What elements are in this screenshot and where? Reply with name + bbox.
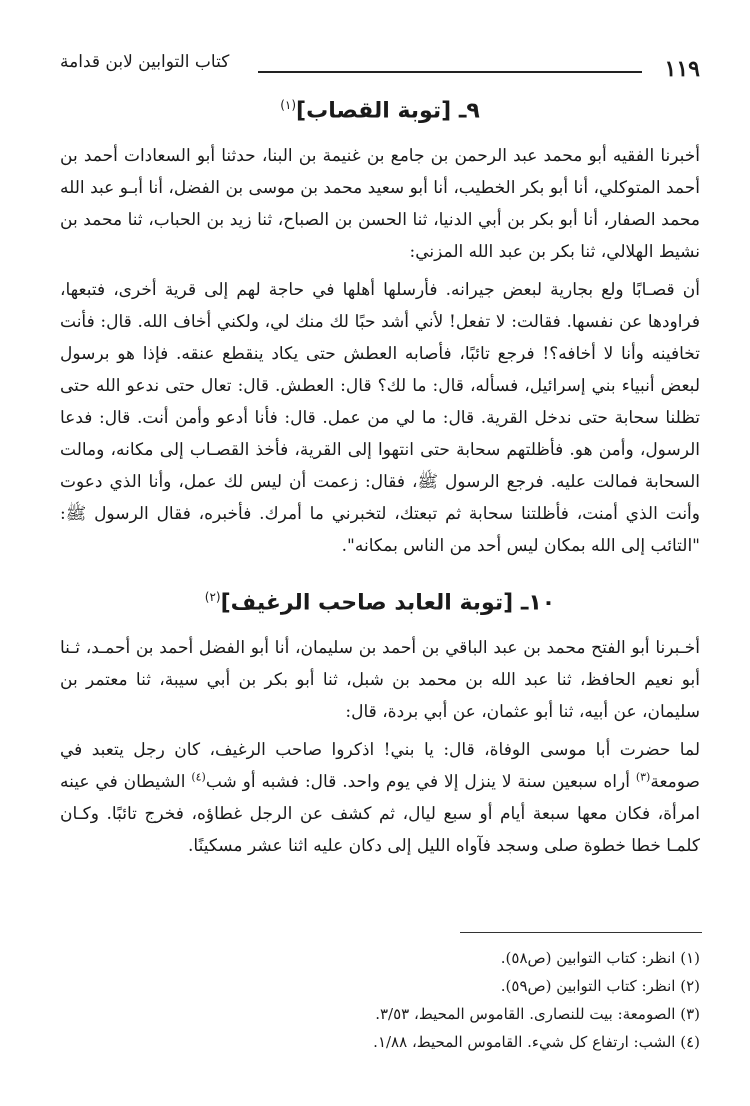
header-rule [258, 71, 642, 73]
footnote-3: (٣) الصومعة: بيت للنصارى. القاموس المحيط، ٣/٥٣. [375, 1005, 700, 1023]
footnote-1: (١) انظر: كتاب التوابين (ص٥٨). [500, 949, 700, 967]
footnote-2: (٢) انظر: كتاب التوابين (ص٥٩). [500, 977, 700, 995]
page-number: ١١٩ [664, 56, 700, 82]
section-9-body [60, 140, 700, 562]
story-text: الشيطان في عينه امرأة، فكان معها سبعة أيام أو سبع ليال، ثم كشف عن الرجل غطاؤه، فخرج تائبًا. وكـان كلمـا خطا خطوة صلى وسجد فآواه الليل إلى دكان عليه اثنا عشر مسكينًا. [60, 772, 700, 856]
section-heading-9-text: ٩ـ [توبة القصاب] [296, 98, 480, 124]
story-paragraph [60, 734, 700, 862]
story-text: لما حضرت أبا موسى الوفاة، قال: يا بني! اذكروا صاحب الرغيف، كان رجل يتعبد في صومعة [60, 740, 700, 792]
footnote-ref-3[interactable]: (٣) [635, 770, 651, 784]
footnote-ref-1[interactable]: (١) [280, 98, 297, 112]
footnote-ref-4[interactable]: (٤) [191, 770, 206, 784]
section-10-body [60, 632, 700, 862]
section-heading-10-text: ١٠ـ [توبة العابد صاحب الرغيف] [220, 590, 556, 616]
footnote-ref-2[interactable]: (٢) [204, 590, 221, 604]
footnote-separator [460, 932, 702, 933]
running-header [60, 52, 700, 82]
story-paragraph: أن قصـابًا ولع بجارية لبعض جيرانه. فأرسلها أهلها في حاجة لهم إلى قرية أخرى، فتبعها، فراودها عن نفسها. فقالت: لا تفعل! لأني أشد حبًا لك منك لي، ولكني أخاف الله. قال: فأنت تخافينه وأنا لا أخافه؟! فرجع تائبًا، فأصابه العطش حتى يكاد ينقطع عنقه. فإذا هو برسول لبعض أنبياء بني إسرائيل، فسأله، قال: ما لك؟ قال: العطش. قال: تعال حتى ندعو الله حتى تظلنا سحابة حتى ندخل القرية. قال: ما لي من عمل. قال: فأنا أدعو وأمن أنت. قال: فدعا الرسول، وأمن هو. فأظلتهم سحابة حتى انتهوا إلى القرية، فأخذ القصـاب إلى مكانه، ومالت السحابة فمالت عليه. فرجع الرسول ﷺ، فقال: زعمت أن ليس لك عمل، وأنا الذي دعوت وأنت الذي أمنت، فأظلتنا سحابة ثم تبعتك، لتخبرني ما أمرك. فأخبره، فقال الرسول ﷺ: "التائب إلى الله بمكان ليس أحد من الناس بمكانه". [60, 280, 700, 556]
section-heading-9 [60, 98, 700, 123]
section-heading-10 [60, 590, 700, 615]
footnotes [60, 944, 700, 1056]
story-text: أراه سبعين سنة لا ينزل إلا في يوم واحد. قال: فشبه أو شب [205, 772, 636, 792]
footnote-4: (٤) الشب: ارتفاع كل شيء. القاموس المحيط، ١/٨٨. [373, 1033, 700, 1051]
isnad-paragraph: أخـبرنا أبو الفتح محمد بن عبد الباقي بن أحمد بن سليمان، أنا أبو الفضل أحمد بن أحمـد، ثـنا أبو نعيم الحافظ، ثنا عبد الله بن محمد بن شبل، ثنا أبو بكر بن أبي سيبة، ثنا معتمر بن سليمان، عن أبيه، ثنا أبو عثمان، عن أبي بردة، قال: [60, 638, 700, 722]
book-title: كتاب التوابين لابن قدامة [60, 52, 230, 72]
isnad-paragraph: أخبرنا الفقيه أبو محمد عبد الرحمن بن جامع بن غنيمة بن البنا، حدثنا أبو السعادات أحمد بن أحمد المتوكلي، أنا أبو بكر الخطيب، أنا أبو سعيد محمد بن موسى بن الفضل، أنا أبـو عبد الله محمد الصفار، أنا أبو بكر بن أبي الدنيا، ثنا الحسن بن الصباح، ثنا زيد بن الحباب، ثنا محمد بن نشيط الهلالي، ثنا بكر بن عبد الله المزني: [60, 146, 700, 262]
